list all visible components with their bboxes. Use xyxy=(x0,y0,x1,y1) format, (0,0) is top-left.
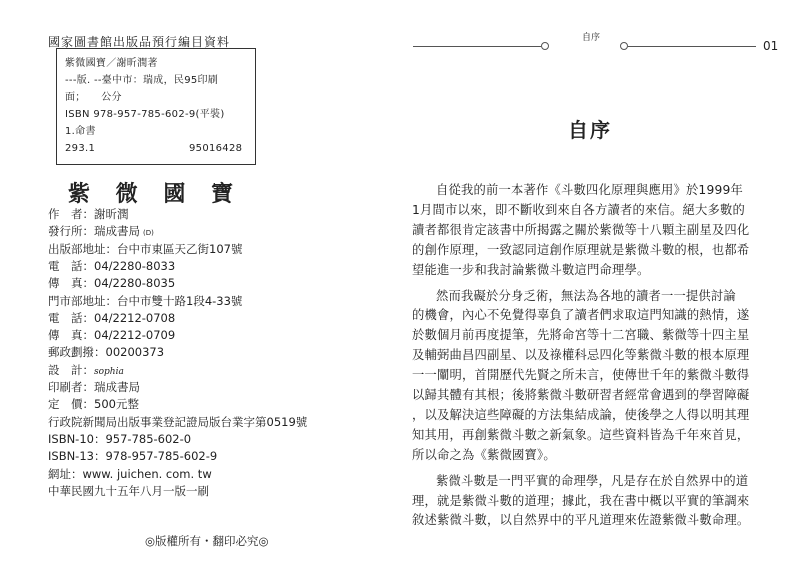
info-label: 網址： xyxy=(48,466,83,481)
preface-text-line: 的機會，內心不免覺得辜負了讀者們求取這門知識的熱情，遂 xyxy=(412,308,750,323)
info-label: 出版部地址： xyxy=(48,241,117,256)
info-value: 行政院新聞局出版事業登記證局版台業字第0519號 xyxy=(48,414,308,429)
info-value: 中華民國九十五年八月一版一刷 xyxy=(48,483,209,498)
publication-info-row xyxy=(48,311,175,326)
cip-heading: 國家圖書館出版品預行編目資料 xyxy=(48,35,231,49)
info-value: 瑞成書局 xyxy=(94,380,140,394)
publication-info-row xyxy=(48,415,307,430)
preface-text-line: 紫微斗數是一門平實的命理學，凡是存在於自然界中的道 xyxy=(436,473,749,488)
info-label: 傳 真： xyxy=(48,276,94,291)
publication-info-row xyxy=(48,432,191,447)
copyright-notice: ◎版權所有・翻印必究◎ xyxy=(145,534,269,548)
preface-text-line: 讀者都很肯定該書中所揭露之關於紫微等十八顆主副星及四化 xyxy=(412,222,750,237)
info-label: 郵政劃撥： xyxy=(48,345,106,360)
ornament-circle-icon xyxy=(541,42,549,50)
publication-info-row xyxy=(48,259,175,274)
publication-info-row xyxy=(48,380,140,395)
ornament-circle-icon xyxy=(620,42,628,50)
info-value: www. juichen. com. tw xyxy=(82,466,212,481)
info-label: 定 價： xyxy=(48,397,94,412)
cip-classification: 293.1 xyxy=(65,143,96,154)
info-label: 設 計： xyxy=(48,362,94,377)
preface-text-line: 理，就是紫微斗數的道理；據此，我在書中概以平實的筆調來 xyxy=(412,493,750,508)
info-value: 978-957-785-602-9 xyxy=(105,449,218,464)
info-value: 謝昕潤 xyxy=(94,207,129,221)
info-value: 00200373 xyxy=(105,345,165,360)
info-value: 04/2280-8035 xyxy=(94,276,176,291)
info-note: (D) xyxy=(143,229,154,238)
header-rule-left xyxy=(413,46,541,47)
preface-text-line: 望能進一步和我討論紫微斗數這門命理學。 xyxy=(412,262,650,277)
page-number: 01 xyxy=(763,39,779,53)
info-value: 台中市雙十路1段4-33號 xyxy=(117,293,243,308)
preface-text-line: 以歸其體有其根；後將紫微斗數研習者經常會遇到的學習障礙 xyxy=(412,388,750,402)
publication-info-row xyxy=(48,207,129,222)
info-label: ISBN-10： xyxy=(48,431,106,446)
publication-info-row xyxy=(48,449,217,464)
book-title: 紫 微 國 寶 xyxy=(68,182,242,207)
header-rule-right xyxy=(628,46,756,47)
preface-text-line: 的創作原理，一致認同這創作原理就是紫微斗數的根，也都希 xyxy=(412,242,750,257)
info-label: ISBN-13： xyxy=(48,449,106,464)
preface-text-line: 一一闡明，首開歷代先賢之所未言，使傳世千年的紫微斗數得 xyxy=(412,368,750,383)
publication-info-row xyxy=(48,363,124,380)
info-label: 作 者： xyxy=(48,207,94,221)
publication-info-row xyxy=(48,397,139,412)
publication-info-row xyxy=(48,467,212,482)
preface-text-line: 1月間市以來，即不斷收到來自各方讀者的來信。絕大多數的 xyxy=(412,202,745,217)
publication-info-row xyxy=(48,224,154,241)
preface-text-line: 及輔弼曲昌四副星、以及祿權科忌四化等紫微斗數的根本原理 xyxy=(412,348,750,363)
cip-line: ISBN 978-957-785-602-9(平裝) xyxy=(65,109,225,120)
info-value: 500元整 xyxy=(94,397,139,412)
preface-text-line: 於數個月前再度提筆，先將命宮等十二宮職、紫微等十四主星 xyxy=(412,328,750,343)
info-value: sophia xyxy=(94,366,124,377)
cip-data-box xyxy=(56,48,256,165)
info-label: 門市部地址： xyxy=(48,293,117,308)
info-value: 瑞成書局 xyxy=(94,224,140,239)
cip-line: ---版. --臺中市：瑞成，民95印刷 xyxy=(65,75,219,86)
info-value: 957-785-602-0 xyxy=(105,431,192,446)
preface-text-line: 知其用，再創紫微斗數之新氣象。這些資料皆為千年來首見， xyxy=(412,427,750,442)
info-value: 04/2212-0709 xyxy=(94,328,176,343)
running-header: 自序 xyxy=(582,33,601,43)
info-label: 傳 真： xyxy=(48,328,94,343)
info-label: 印刷者： xyxy=(48,380,94,394)
info-value: 04/2280-8033 xyxy=(94,258,176,273)
publication-info-row xyxy=(48,345,164,360)
publication-info-row xyxy=(48,294,242,309)
cip-line: 1.命書 xyxy=(65,126,96,137)
preface-text-line: 自從我的前一本著作《斗數四化原理與應用》於1999年 xyxy=(436,183,744,197)
publication-info-row xyxy=(48,484,209,499)
info-label: 電 話： xyxy=(48,310,94,325)
preface-title: 自序 xyxy=(568,118,612,142)
publication-info-row xyxy=(48,328,175,343)
preface-text-line: ，以及解決這些障礙的方法集結成論，使後學之人得以明其理 xyxy=(412,407,750,422)
info-label: 發行所： xyxy=(48,224,94,239)
info-value: 台中市東區天乙街107號 xyxy=(117,241,243,256)
info-value: 04/2212-0708 xyxy=(94,310,176,325)
publication-info-row xyxy=(48,276,175,291)
preface-text-line: 然而我礙於分身乏術，無法為各地的讀者一一提供討論 xyxy=(436,288,736,303)
preface-text-line: 所以命之為《紫微國寶》。 xyxy=(412,447,556,462)
publication-info-row xyxy=(48,242,242,257)
preface-text-line: 敘述紫微斗數，以自然界中的平凡道理來佐證紫微斗數命理。 xyxy=(412,513,750,528)
cip-line: 面； 公分 xyxy=(65,92,122,103)
cip-record-code: 95016428 xyxy=(189,143,243,154)
cip-line: 紫微國寶／謝昕潤著 xyxy=(65,58,158,69)
info-label: 電 話： xyxy=(48,258,94,273)
